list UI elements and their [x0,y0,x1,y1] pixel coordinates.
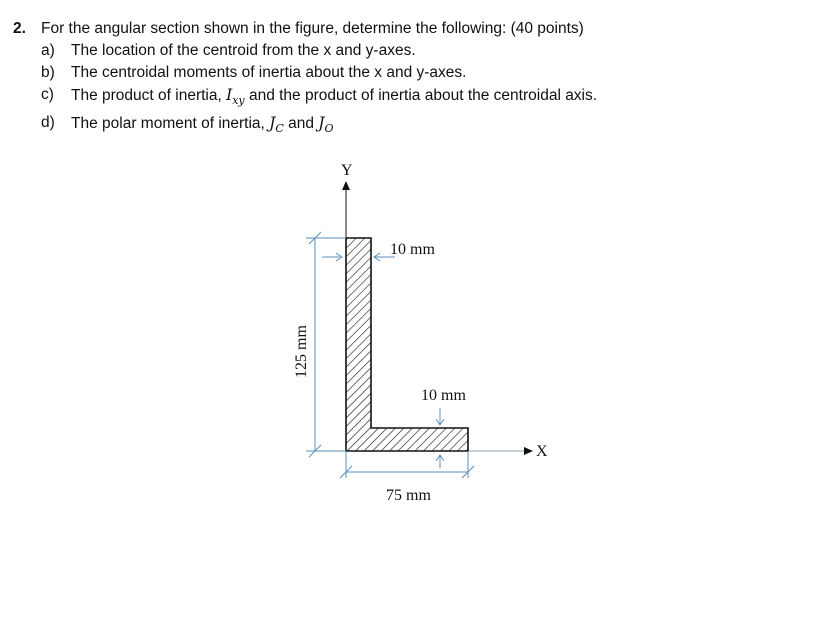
symbol-subscript: xy [232,94,245,108]
flange-thickness-label: 10 mm [421,387,466,404]
part-letter: c) [41,86,54,103]
y-axis [341,162,353,238]
part-text: The location of the centroid from the x and y-axes. [71,42,416,59]
part-text-rest: and the product of inertia about the centroidal axis. [244,87,598,104]
question-number: 2. [13,20,26,37]
symbol-letter: J [318,114,325,133]
width-dimension-label: 75 mm [386,487,431,504]
part-letter: b) [41,64,55,81]
part-text-mid: and [283,115,319,133]
height-dimension [306,232,346,457]
web-thickness-label: 10 mm [390,241,435,258]
width-dimension [340,451,474,478]
symbol-subscript: O [324,122,334,136]
question-text: For the angular section shown in the figure, determine the following: (40 points) [41,20,584,37]
y-axis-arrow-icon [342,181,350,190]
part-text: The centroidal moments of inertia about the x and y-axes. [71,64,467,81]
part-letter: a) [41,42,55,59]
part-text-pre: The product of inertia, [71,87,227,104]
symbol-letter: I [226,86,233,104]
symbol-letter: J [269,114,276,133]
x-axis [468,443,548,460]
x-axis-label: X [536,443,548,460]
symbol-subscript: C [275,122,284,136]
angle-section-shape [346,238,468,451]
height-dimension-label: 125 mm [293,325,310,378]
part-text-pre: The polar moment of inertia, [71,115,270,133]
part-letter: d) [41,114,55,132]
y-axis-label: Y [341,162,353,179]
x-axis-arrow-icon [524,447,533,455]
